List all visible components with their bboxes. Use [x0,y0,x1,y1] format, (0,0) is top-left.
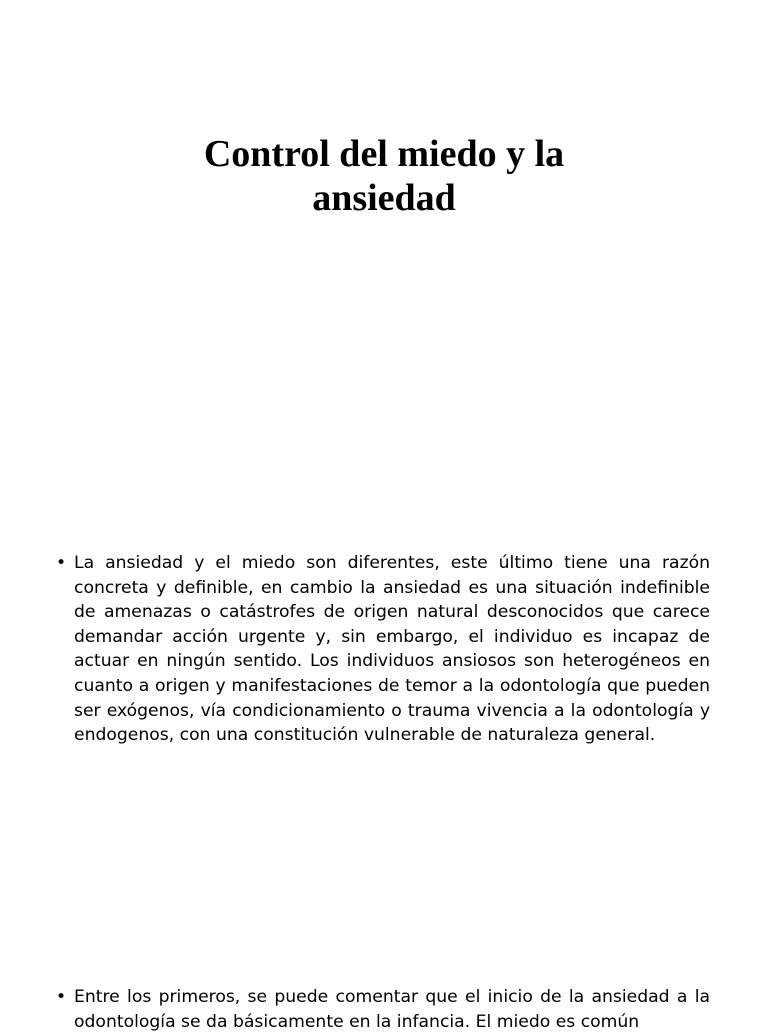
slide-title [0,132,768,220]
bullet-marker: • [56,553,67,573]
bullet-marker: • [56,987,67,1007]
bullet-item-anxiety-fear [56,551,710,748]
slide-title-line-2: ansiedad [312,177,456,219]
bullet-text: La ansiedad y el miedo son diferentes, este último tiene una razón concreta y definible, en cambio la ansiedad es una situación indefinible de amenazas o catástrofes de origen natural desconocidos que carece demandar acción urgente y, sin embargo, el individuo es incapaz de actuar en ningún sentido. Los individuos ansiosos son heterogéneos en cuanto a origen y manifestaciones de temor a la odontología que pueden ser exógenos, vía condicionamiento o trauma vivencia a la odontología y endogenos, con una constitución vulnerable de naturaleza general. [74,553,710,746]
bullet-text: Entre los primeros, se puede comentar que el inicio de la ansiedad a la odontología se da básicamente en la infancia. El miedo es común [74,987,710,1032]
slide-title-line-1: Control del miedo y la [203,133,565,175]
bullet-item-origin [56,985,710,1034]
